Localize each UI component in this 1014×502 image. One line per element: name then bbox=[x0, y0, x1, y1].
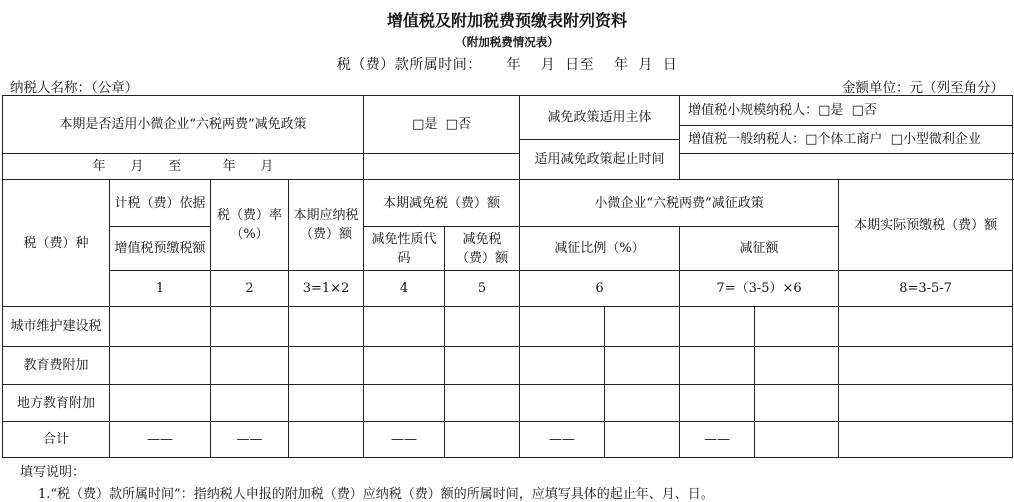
policy-period-label: 适用减免政策起止时间 bbox=[520, 140, 680, 180]
input-cell[interactable] bbox=[110, 307, 211, 347]
policy-subject-label: 减免政策适用主体 bbox=[520, 96, 680, 140]
tax-period-line: 税（费）款所属时间： 年 月 日至 年 月 日 bbox=[336, 57, 678, 73]
reduction-amount-header: 减征额 bbox=[680, 227, 839, 271]
input-cell[interactable] bbox=[755, 385, 839, 422]
amount-unit-label: 金额单位：元（列至角分） bbox=[842, 80, 1004, 96]
input-cell[interactable] bbox=[110, 347, 211, 385]
input-cell[interactable] bbox=[211, 307, 289, 347]
input-cell[interactable] bbox=[755, 307, 839, 347]
actual-prepaid-header: 本期实际预缴税（费）额 bbox=[839, 180, 1013, 271]
reduction-amount-header: 减免税（费）额 bbox=[445, 227, 520, 271]
input-cell[interactable] bbox=[680, 347, 755, 385]
note-item-1: 1.“税（费）款所属时间”：指纳税人申报的附加税（费）应纳税（费）额的所属时间，应填写具体的起止年、月、日。 bbox=[38, 487, 714, 502]
table-row bbox=[3, 385, 1013, 422]
input-cell[interactable] bbox=[445, 385, 520, 422]
policy-question: 本期是否适用小微企业“六税两费”减免政策 bbox=[3, 96, 364, 154]
col-num: 8=3-5-7 bbox=[839, 271, 1013, 307]
input-cell[interactable] bbox=[289, 422, 364, 458]
input-cell[interactable] bbox=[445, 422, 520, 458]
dash-cell: —— bbox=[680, 422, 755, 458]
input-cell[interactable] bbox=[520, 347, 605, 385]
input-cell[interactable] bbox=[364, 385, 445, 422]
taxpayer-name-label: 纳税人名称：（公章） bbox=[10, 80, 139, 96]
col-num: 5 bbox=[445, 271, 520, 307]
input-cell[interactable] bbox=[445, 307, 520, 347]
reduction-ratio-header: 减征比例（%） bbox=[520, 227, 680, 271]
policy-yes-no-checkbox[interactable]: □是 □否 bbox=[364, 96, 520, 154]
row-name: 城市维护建设税 bbox=[3, 307, 110, 347]
col-num: 2 bbox=[211, 271, 289, 307]
form-subtitle: （附加税费情况表） bbox=[455, 35, 559, 49]
col-num: 4 bbox=[364, 271, 445, 307]
reduction-header: 本期减免税（费）额 bbox=[364, 180, 520, 227]
row-name: 教育费附加 bbox=[3, 347, 110, 385]
dash-cell: —— bbox=[110, 422, 211, 458]
policy-period-gap bbox=[680, 154, 1013, 180]
input-cell[interactable] bbox=[605, 307, 680, 347]
payable-header: 本期应纳税（费）额 bbox=[289, 180, 364, 271]
col-num: 3=1×2 bbox=[289, 271, 364, 307]
notes-heading: 填写说明： bbox=[20, 465, 86, 480]
six-tax-policy-header: 小微企业“六税两费”减征政策 bbox=[520, 180, 839, 227]
input-cell[interactable] bbox=[520, 385, 605, 422]
input-cell[interactable] bbox=[289, 347, 364, 385]
input-cell[interactable] bbox=[445, 347, 520, 385]
input-cell[interactable] bbox=[755, 347, 839, 385]
dash-cell: —— bbox=[211, 422, 289, 458]
input-cell[interactable] bbox=[364, 347, 445, 385]
tax-type-header: 税（费）种 bbox=[3, 180, 110, 307]
input-cell[interactable] bbox=[839, 422, 1013, 458]
input-cell[interactable] bbox=[839, 347, 1013, 385]
policy-question-gap bbox=[364, 154, 520, 180]
input-cell[interactable] bbox=[605, 422, 680, 458]
input-cell[interactable] bbox=[680, 385, 755, 422]
surtax-table bbox=[2, 95, 1013, 458]
input-cell[interactable] bbox=[605, 347, 680, 385]
reduction-code-header: 减免性质代码 bbox=[364, 227, 445, 271]
input-cell[interactable] bbox=[680, 307, 755, 347]
form-title: 增值税及附加税费预缴表附列资料 bbox=[386, 11, 627, 30]
input-cell[interactable] bbox=[211, 347, 289, 385]
col-num: 1 bbox=[110, 271, 211, 307]
col-num: 6 bbox=[520, 271, 680, 307]
table-row bbox=[3, 347, 1013, 385]
small-scale-taxpayer-checkbox[interactable]: 增值税小规模纳税人：□是 □否 bbox=[680, 96, 1013, 126]
input-cell[interactable] bbox=[755, 422, 839, 458]
row-name: 合计 bbox=[3, 422, 110, 458]
dash-cell: —— bbox=[520, 422, 605, 458]
basis-header: 计税（费）依据 bbox=[110, 180, 211, 227]
input-cell[interactable] bbox=[520, 307, 605, 347]
dash-cell: —— bbox=[364, 422, 445, 458]
rate-header: 税（费）率（%） bbox=[211, 180, 289, 271]
table-row-total bbox=[3, 422, 1013, 458]
input-cell[interactable] bbox=[839, 385, 1013, 422]
input-cell[interactable] bbox=[110, 385, 211, 422]
row-name: 地方教育附加 bbox=[3, 385, 110, 422]
policy-period-value[interactable]: 年 月 至 年 月 bbox=[3, 154, 364, 180]
input-cell[interactable] bbox=[211, 385, 289, 422]
input-cell[interactable] bbox=[289, 385, 364, 422]
general-taxpayer-checkbox[interactable]: 增值税一般纳税人：□个体工商户 □小型微利企业 bbox=[680, 126, 1013, 154]
vat-prepaid-header: 增值税预缴税额 bbox=[110, 227, 211, 271]
table-row bbox=[3, 307, 1013, 347]
input-cell[interactable] bbox=[605, 385, 680, 422]
col-num: 7=（3-5）×6 bbox=[680, 271, 839, 307]
input-cell[interactable] bbox=[289, 307, 364, 347]
input-cell[interactable] bbox=[839, 307, 1013, 347]
input-cell[interactable] bbox=[364, 307, 445, 347]
